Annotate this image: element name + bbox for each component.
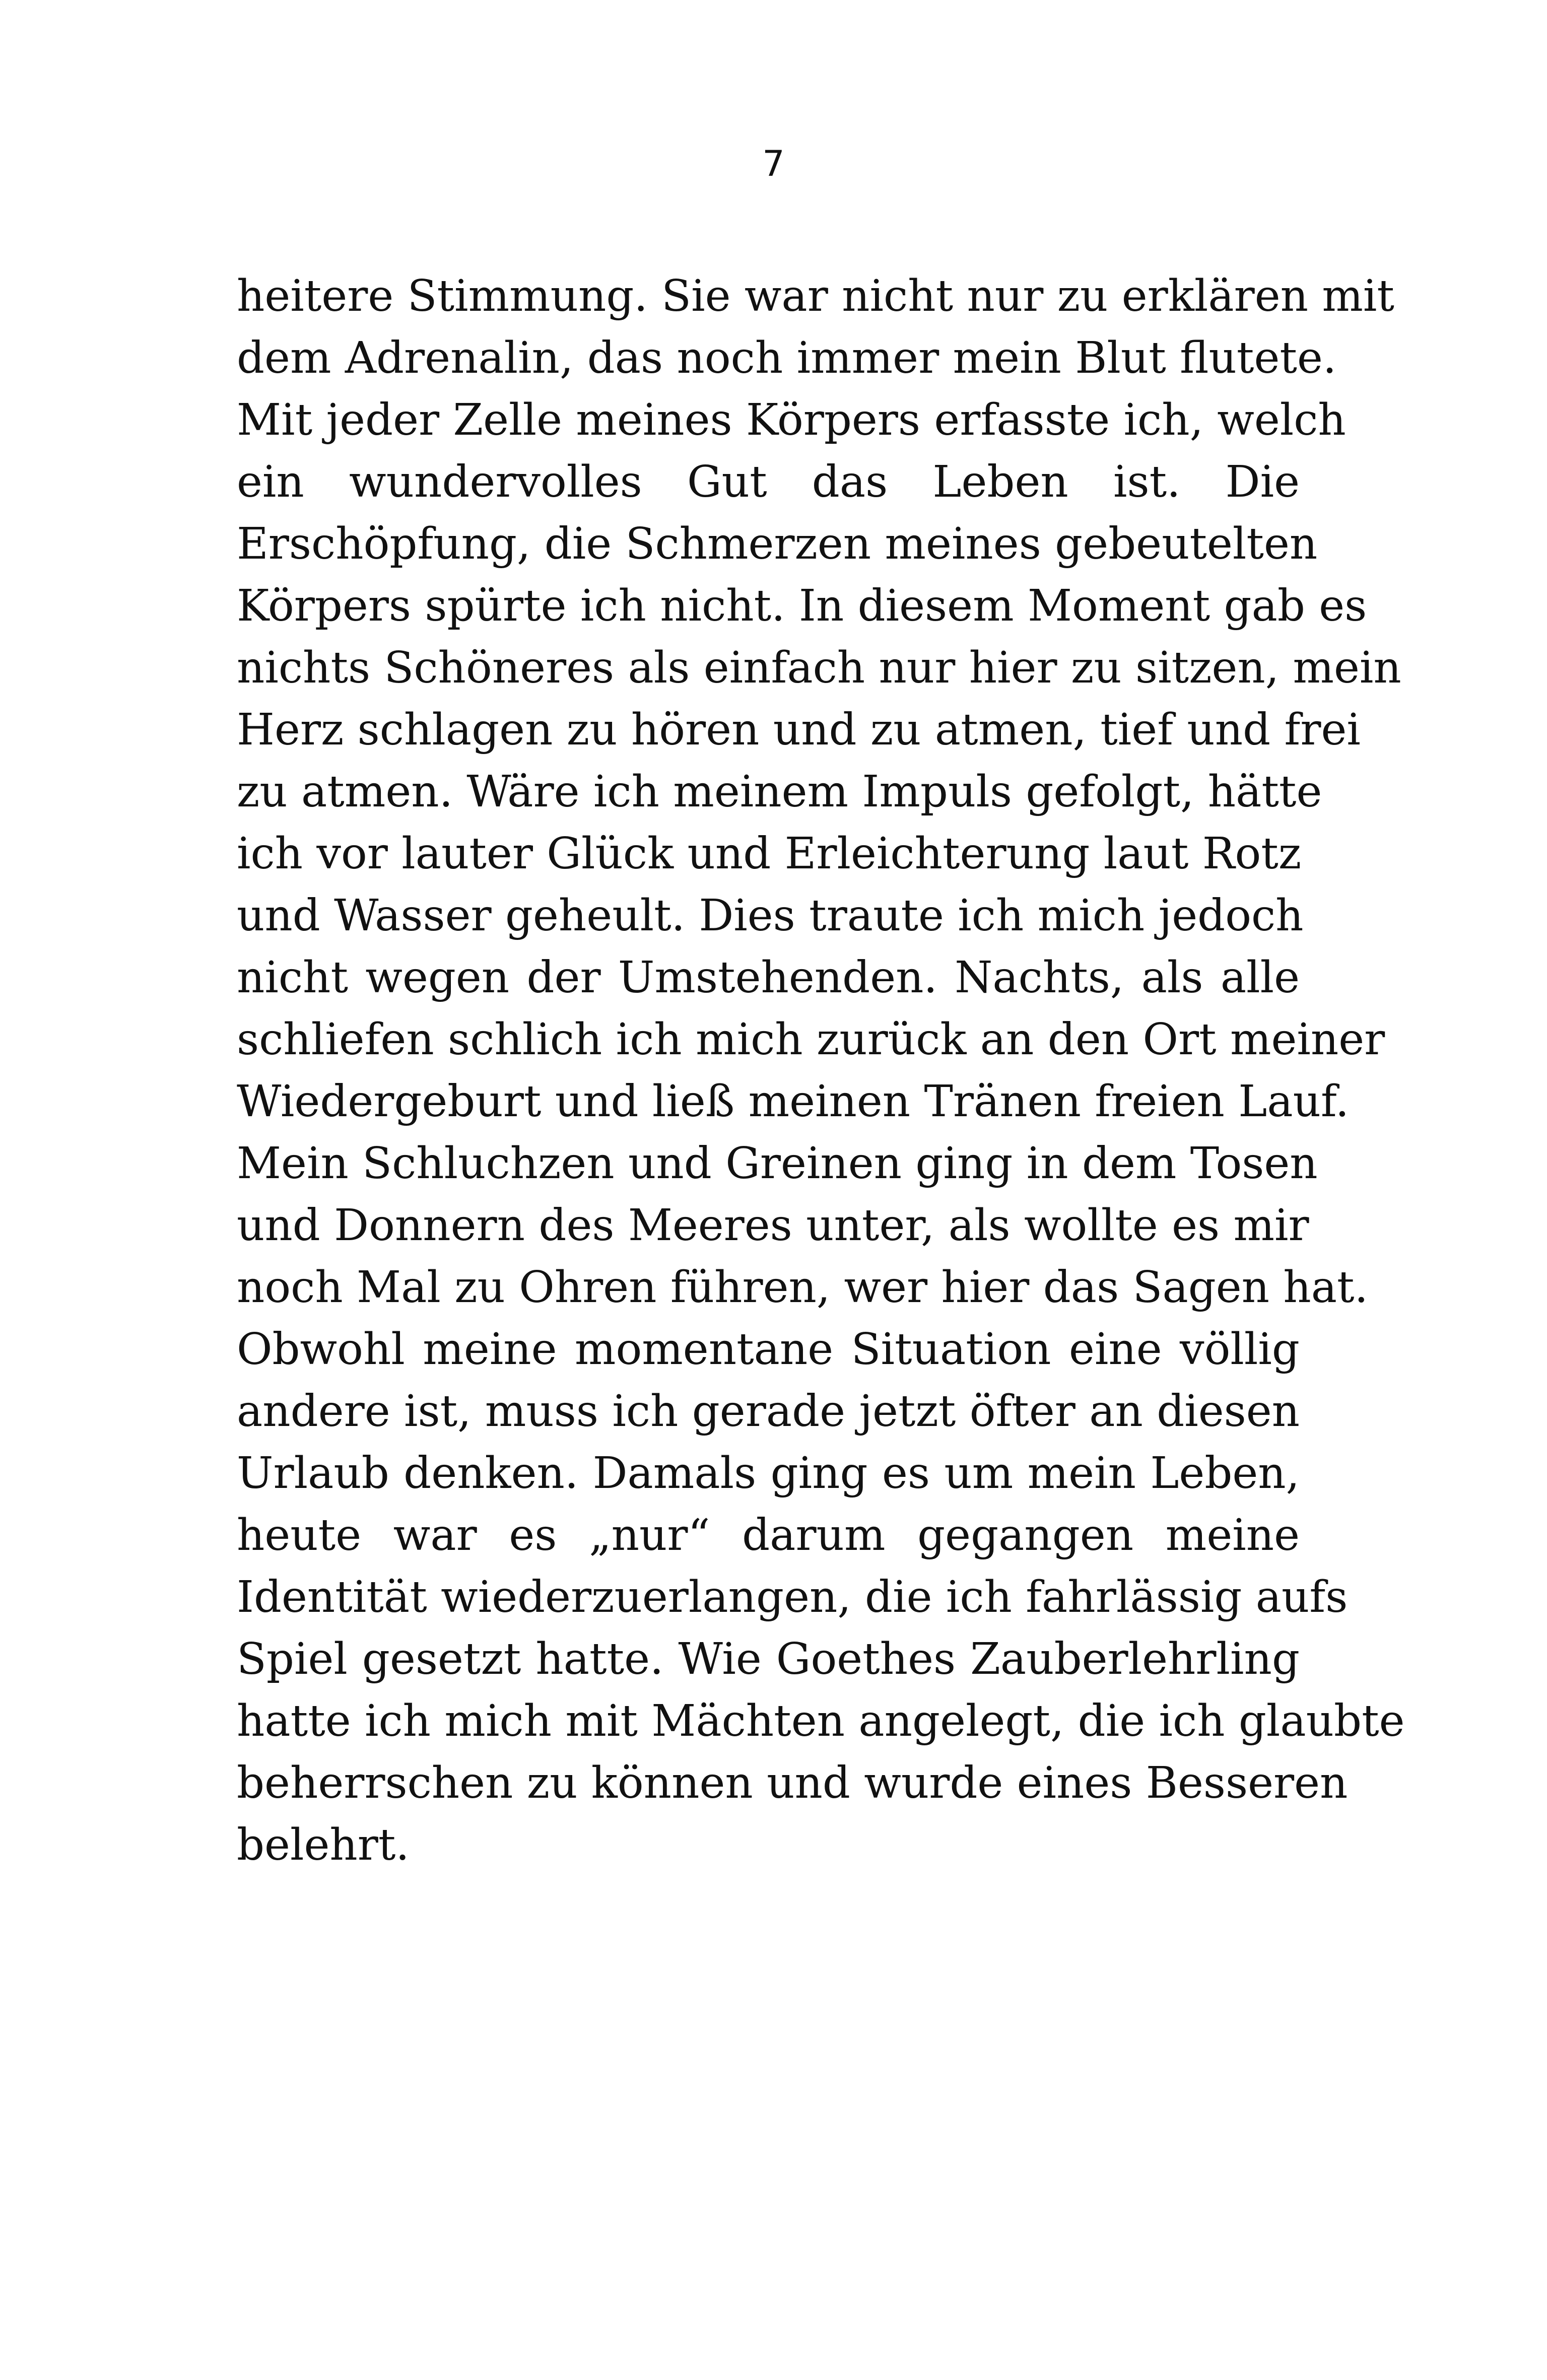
text-line: Mein Schluchzen und Greinen ging in dem Tosen xyxy=(237,1138,1318,1189)
text-line: und Wasser geheult. Dies traute ich mich jedoch xyxy=(237,891,1304,941)
paragraph-1 xyxy=(237,265,1401,1319)
text-line: Spiel gesetzt hatte. Wie Goethes Zauberlehrling xyxy=(237,1634,1300,1684)
text-line: zu atmen. Wäre ich meinem Impuls gefolgt, hätte xyxy=(237,767,1322,817)
text-line: Erschöpfung, die Schmerzen meines gebeutelten xyxy=(237,519,1318,569)
text-line: noch Mal zu Ohren führen, wer hier das Sagen hat. xyxy=(237,1262,1368,1313)
page-number: 7 xyxy=(762,143,785,184)
text-line: nichts Schöneres als einfach nur hier zu sitzen, mein xyxy=(237,643,1401,693)
text-line: Identität wiederzuerlangen, die ich fahrlässig aufs xyxy=(237,1572,1348,1622)
text-line: Mit jeder Zelle meines Körpers erfasste ich, welch xyxy=(237,395,1346,445)
text-line: Wiedergeburt und ließ meinen Tränen freien Lauf. xyxy=(237,1076,1350,1127)
text-line: heute war es „nur“ darum gegangen meine xyxy=(237,1510,1300,1560)
text-line: nicht wegen der Umstehenden. Nachts, als alle xyxy=(237,953,1300,1003)
text-line: schliefen schlich ich mich zurück an den Ort meiner xyxy=(237,1014,1385,1065)
text-line: heitere Stimmung. Sie war nicht nur zu erklären mit xyxy=(237,271,1394,321)
text-line: Herz schlagen zu hören und zu atmen, tief und frei xyxy=(237,705,1361,755)
paragraph-2 xyxy=(237,1319,1405,1876)
text-line: Körpers spürte ich nicht. In diesem Moment gab es xyxy=(237,581,1367,631)
text-line: Obwohl meine momentane Situation eine völlig xyxy=(237,1324,1300,1375)
text-line: dem Adrenalin, das noch immer mein Blut flutete. xyxy=(237,333,1337,383)
text-line: belehrt. xyxy=(237,1820,410,1870)
text-line: hatte ich mich mit Mächten angelegt, die ich glaubte xyxy=(237,1696,1405,1746)
text-line: andere ist, muss ich gerade jetzt öfter an diesen xyxy=(237,1386,1300,1437)
text-line: beherrschen zu können und wurde eines Besseren xyxy=(237,1758,1348,1808)
text-line: ich vor lauter Glück und Erleichterung laut Rotz xyxy=(237,829,1302,879)
text-line: ein wundervolles Gut das Leben ist. Die xyxy=(237,457,1300,507)
text-line: Urlaub denken. Damals ging es um mein Leben, xyxy=(237,1448,1300,1499)
text-line: und Donnern des Meeres unter, als wollte es mir xyxy=(237,1200,1309,1251)
